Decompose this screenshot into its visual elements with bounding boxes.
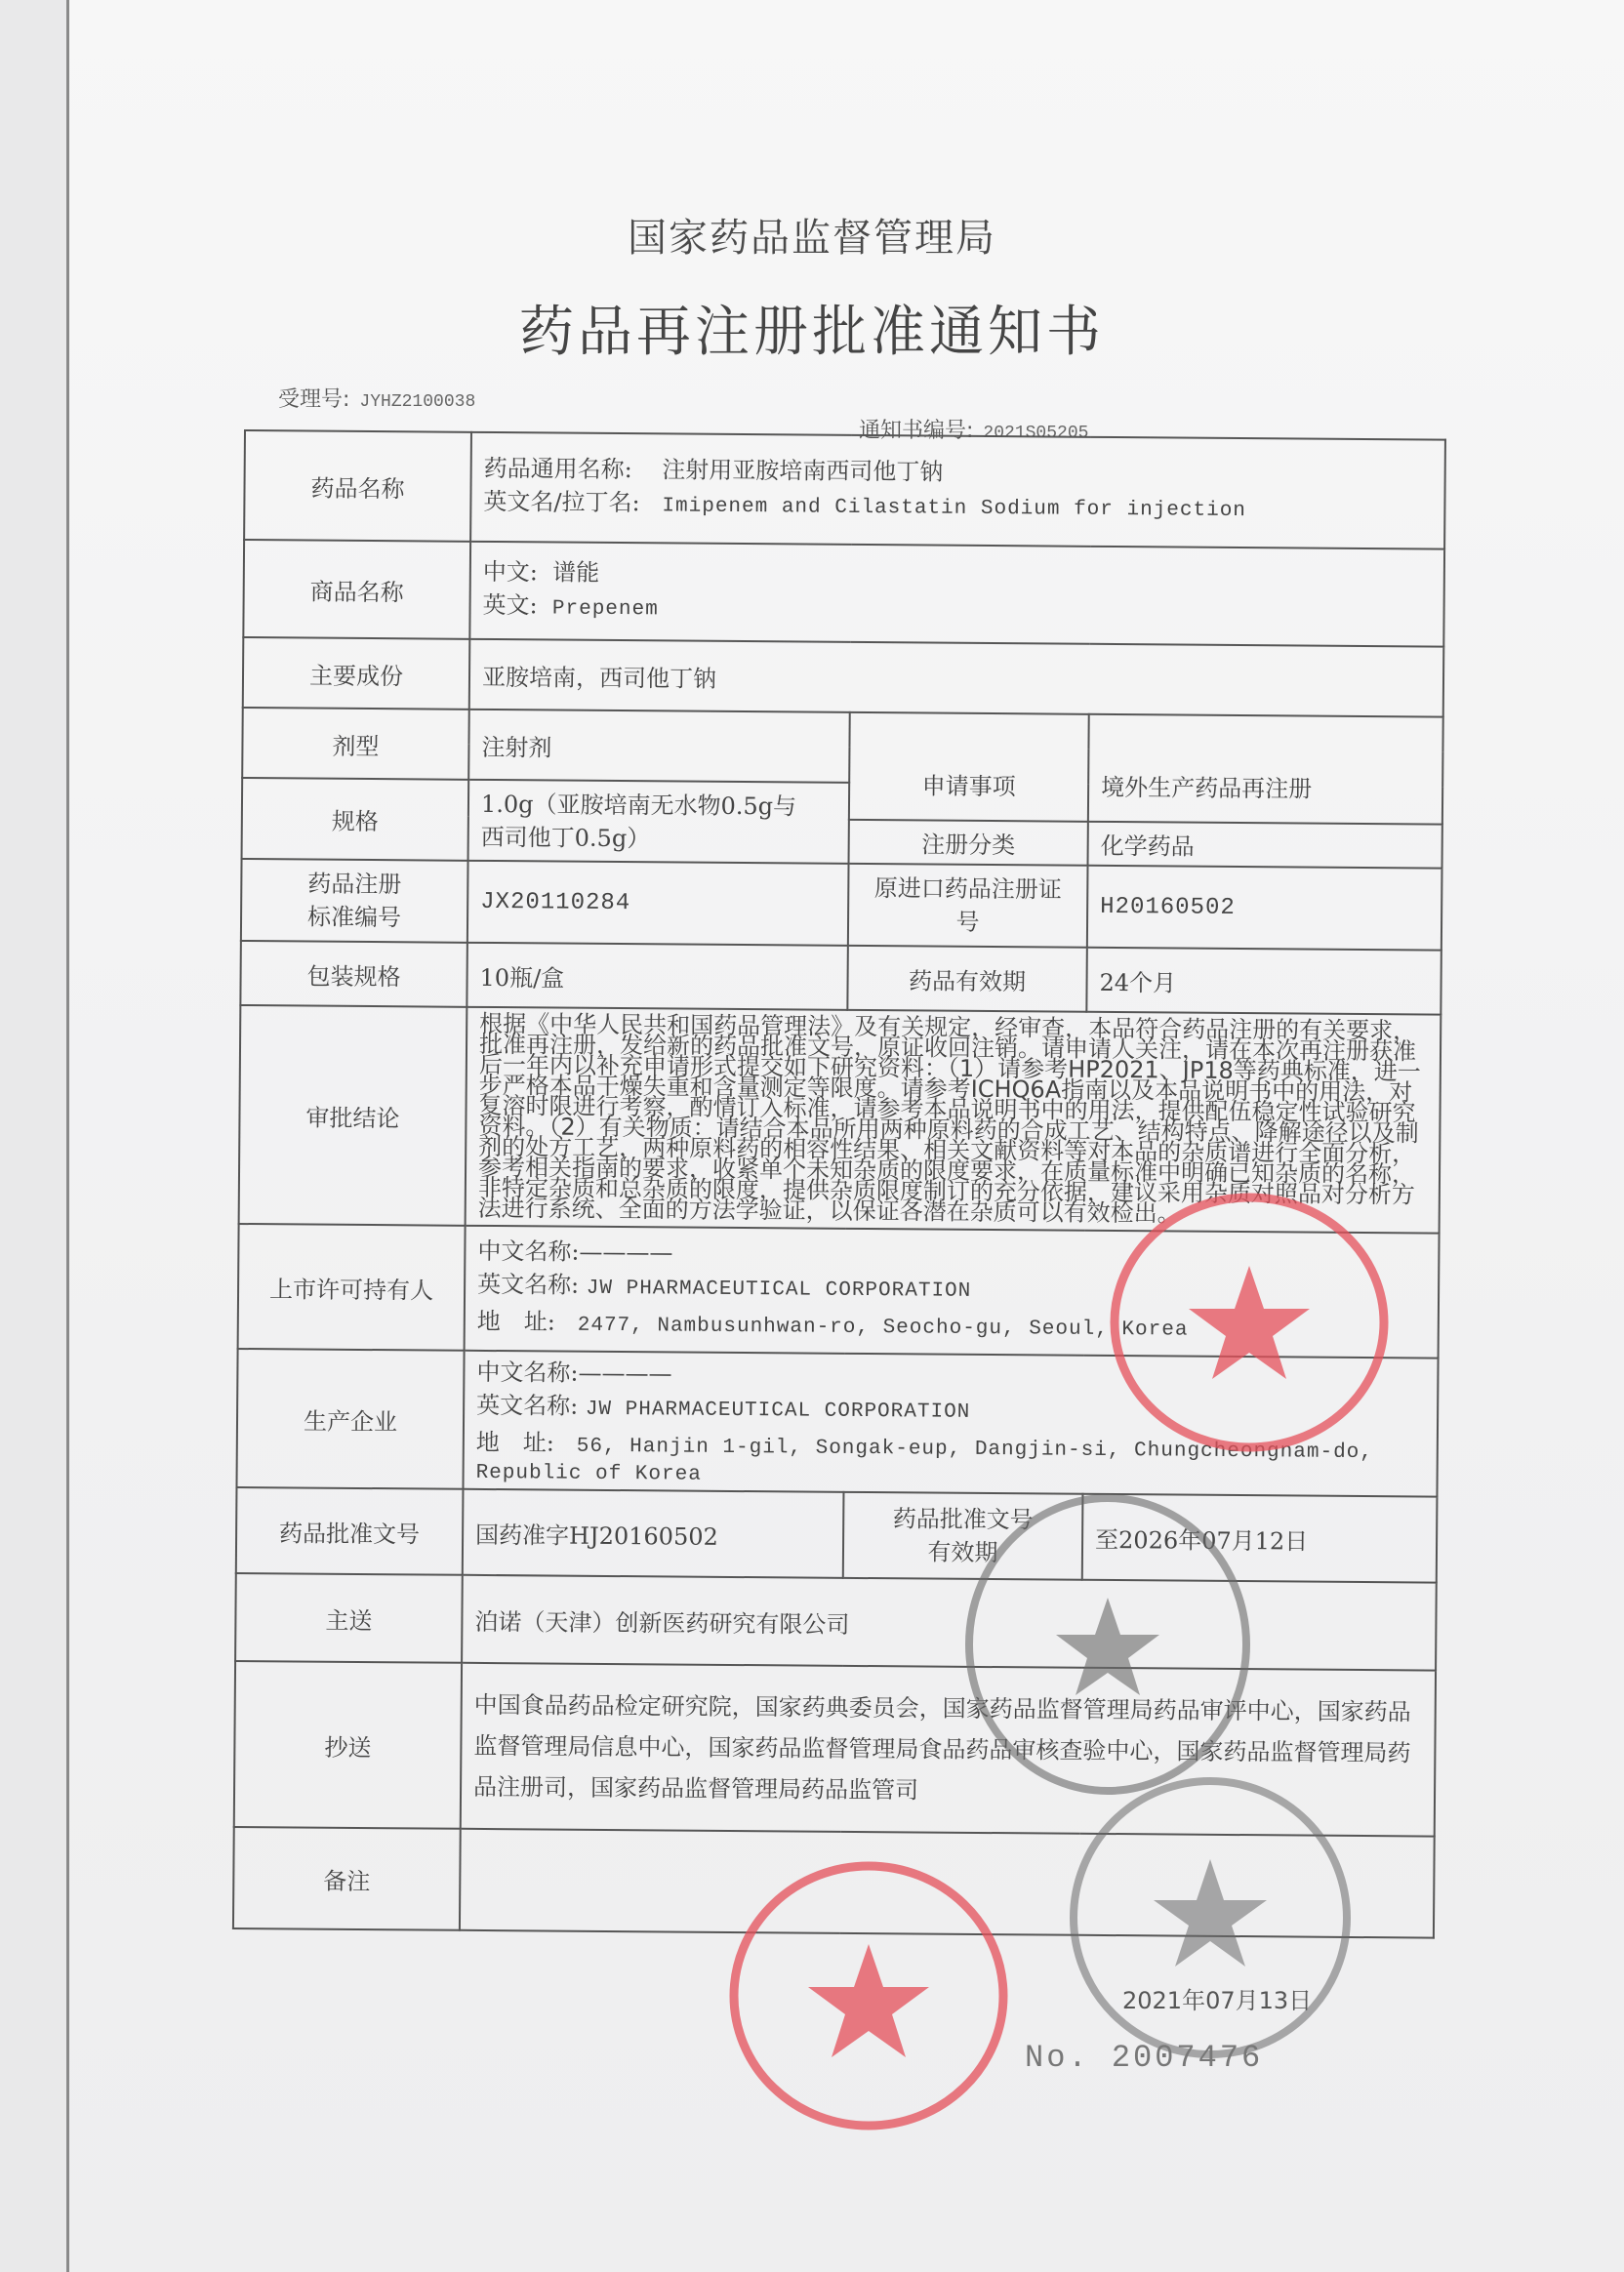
standard-no-label-2: 标准编号 (306, 903, 402, 932)
row-drug-name (244, 430, 1445, 549)
package-value: 10瓶/盒 (467, 943, 848, 1010)
serial-number: No. 2007476 (1025, 2040, 1264, 2076)
acceptance-number (278, 383, 475, 413)
agency-title: 国家药品监督管理局 (628, 216, 996, 261)
notice-value: 2021S05205 (983, 424, 1089, 443)
approval-validity-label-1: 药品批准文号 (892, 1505, 1034, 1534)
mfr-addr-value-2: Republic of Korea (475, 1461, 702, 1486)
approval-validity-label-2: 有效期 (927, 1538, 998, 1567)
remarks-label: 备注 (233, 1827, 461, 1930)
spec-cell (468, 780, 850, 864)
application-value: 境外生产药品再注册 (1088, 750, 1443, 825)
dosage-spacer-b (1088, 714, 1442, 752)
trade-en-label: 英文: (482, 590, 538, 620)
approval-validity-value: 至2026年07月12日 (1082, 1494, 1438, 1583)
standard-no-label-1: 药品注册 (307, 870, 402, 899)
approval-no-label: 药品批准文号 (236, 1487, 464, 1575)
english-name-line (483, 485, 1432, 530)
ingredients-value: 亚胺培南，西司他丁钠 (469, 639, 1444, 717)
spec-label: 规格 (242, 778, 469, 861)
category-label: 注册分类 (849, 820, 1088, 866)
approval-table (232, 429, 1446, 1939)
dosage-form-value: 注射剂 (468, 710, 850, 783)
standard-no-label (241, 859, 468, 943)
drug-name-label: 药品名称 (244, 430, 471, 542)
holder-label: 上市许可持有人 (238, 1224, 466, 1351)
recipient-value: 泊诺（天津）创新医药研究有限公司 (462, 1575, 1437, 1671)
mfr-cn-value: ———— (578, 1359, 672, 1388)
orig-cert-label (848, 864, 1088, 948)
mfr-cn-label: 中文名称: (476, 1358, 579, 1387)
mfr-en-value: JW PHARMACEUTICAL CORPORATION (585, 1398, 971, 1424)
application-label: 申请事项 (849, 748, 1089, 822)
cc-label: 抄送 (234, 1661, 462, 1829)
trade-name-label: 商品名称 (243, 540, 470, 639)
document-title: 药品再注册批准通知书 (519, 301, 1105, 364)
package-label: 包装规格 (240, 941, 467, 1007)
trade-name-cell (469, 542, 1444, 647)
row-trade-name (243, 540, 1444, 647)
english-name-value: Imipenem and Cilastatin Sodium for injection (662, 495, 1247, 523)
category-value: 化学药品 (1088, 822, 1442, 869)
drug-name-cell (470, 432, 1445, 549)
trade-cn-value: 谱能 (552, 558, 600, 587)
trade-cn-label: 中文: (482, 557, 539, 587)
spec-line-1: 1.0g（亚胺培南无水物0.5g与 (480, 790, 797, 820)
red-seal-right (1103, 1186, 1396, 1459)
dosage-spacer-a (849, 712, 1088, 750)
conclusion-label: 审批结论 (239, 1005, 467, 1226)
holder-addr-value: 2477, Nambusunhwan-ro, Seocho-gu, Seoul, Korea (577, 1314, 1189, 1342)
red-seal-bottom (722, 1854, 1015, 2137)
ingredients-label: 主要成份 (243, 637, 470, 710)
gray-seal-right (1064, 1771, 1357, 2064)
validity-label: 药品有效期 (847, 946, 1087, 1012)
trade-en-line (482, 588, 1431, 633)
orig-cert-value: H20160502 (1087, 866, 1442, 951)
stamp-date: 2021年07月13日 (1122, 1987, 1313, 2014)
acceptance-value: JYHZ2100038 (359, 392, 476, 412)
mfr-addr-value: 56, Hanjin 1-gil, Songak-eup, Dangjin-si, Chungcheongnam-do, (576, 1435, 1373, 1465)
orig-cert-label-2: 号 (955, 908, 980, 936)
gray-seal-mid (956, 1488, 1259, 1801)
holder-en-label: 英文名称: (477, 1270, 580, 1299)
holder-en-value: JW PHARMACEUTICAL CORPORATION (586, 1277, 972, 1303)
notice-label: 通知书编号: (859, 419, 974, 443)
english-name-label: 英文名/拉丁名: (483, 487, 640, 517)
dosage-form-label: 剂型 (242, 708, 469, 780)
conclusion-text: 根据《中华人民共和国药品管理法》及有关规定，经审查，本品符合药品注册的有关要求，批准再注册，发给新的药品批准文号，原证收回注销。请申请人关注，请在本次再注册获准后一年内以补充申请形式提交如下研究资料：（1）请参考HP2021、JP18等药典标准，进一步严格本品干燥失重和含量测定等限度。请参考ICHQ6A指南以及本品说明书中的用法，对复溶时限进行考察，酌情订入标准，请参考本品说明书中的用法，提供配伍稳定性试验研究资料。（2）有关物质：请结合本品所用两种原料药的合成工艺、结构特点、降解途径以及制剂的处方工艺，两种原料药的相容性结果、相关文献资料等对本品的杂质谱进行全面分析，参考相关指南的要求，收紧单个未知杂质的限度要求，在质量标准中明确已知杂质的名称，非特定杂质和总杂质的限度，提供杂质限度制订的充分依据，建议采用杂质对照品对分析方法进行系统、全面的方法学验证，以保证各潜在杂质可以有效检出。 (466, 1007, 1441, 1234)
validity-value: 24个月 (1086, 948, 1441, 1015)
approval-no-value: 国药准字HJ20160502 (463, 1489, 844, 1578)
row-standard-no (241, 859, 1442, 951)
standard-no-value: JX20110284 (467, 861, 849, 946)
recipient-label: 主送 (235, 1573, 463, 1663)
generic-name-label: 药品通用名称: (483, 454, 632, 484)
orig-cert-label-1: 原进口药品注册证 (873, 874, 1062, 904)
cc-value: 中国食品药品检定研究院，国家药典委员会，国家药品监督管理局药品审评中心，国家药品监督管理局信息中心，国家药品监督管理局食品药品审核查验中心，国家药品监督管理局药品注册司，国家药品监督管理局药品监管司 (461, 1663, 1436, 1837)
row-ingredients (243, 637, 1444, 717)
holder-cn-value: ———— (579, 1237, 673, 1267)
mfr-en-label: 英文名称: (476, 1391, 579, 1420)
trade-en-value: Prepenem (551, 597, 659, 622)
spec-line-2: 西司他丁0.5g） (480, 823, 651, 852)
manufacturer-label: 生产企业 (236, 1349, 464, 1489)
row-package (240, 941, 1441, 1015)
generic-name-value: 注射用亚胺培南西司他丁钠 (662, 456, 944, 486)
mfr-addr-label: 地 址: (475, 1428, 555, 1457)
acceptance-label: 受理号: (278, 387, 350, 412)
holder-cn-label: 中文名称: (477, 1237, 580, 1266)
holder-addr-label: 地 址: (476, 1307, 556, 1336)
